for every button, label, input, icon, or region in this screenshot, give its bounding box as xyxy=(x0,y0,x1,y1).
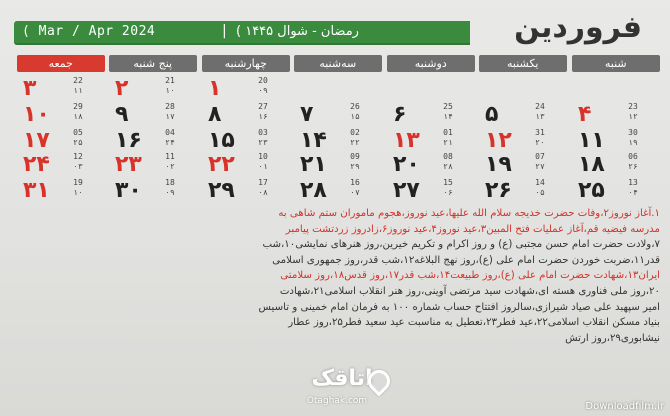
day-number: ۱۲ xyxy=(485,128,512,153)
hijri-day: ۰۷ xyxy=(350,188,360,197)
hijri-day: ۱۳ xyxy=(535,112,545,121)
secondary-dates xyxy=(159,178,181,198)
day-cell xyxy=(294,128,372,155)
day-number: ۲۸ xyxy=(300,178,327,203)
gregorian-day: 23 xyxy=(628,102,638,111)
secondary-dates xyxy=(529,102,551,122)
day-cell xyxy=(202,178,280,205)
event-line: نیشابوری۲۹،روز ارتش xyxy=(565,332,660,344)
event-line: مدرسه فیضیه قم،آغاز عملیات فتح المبین۳،عید نوروز۴،عید نوروز۶،زادروز زردتشت پیامبر xyxy=(285,223,660,235)
gregorian-day: 15 xyxy=(443,178,453,187)
range-separator: | xyxy=(222,23,227,39)
gregorian-day: 06 xyxy=(628,152,638,161)
day-cell xyxy=(17,178,95,205)
day-cell xyxy=(109,178,187,205)
gregorian-range: ( Mar / Apr 2024 xyxy=(22,24,156,39)
gregorian-day: 26 xyxy=(350,102,360,111)
gregorian-day: 13 xyxy=(628,178,638,187)
secondary-dates xyxy=(67,152,89,172)
gregorian-day: 03 xyxy=(258,128,268,137)
day-number: ۲۷ xyxy=(393,178,420,203)
gregorian-day: 09 xyxy=(350,152,360,161)
gregorian-day: 25 xyxy=(443,102,453,111)
day-number: ۲۵ xyxy=(578,178,605,203)
hijri-day: ۰۸ xyxy=(258,188,268,197)
gregorian-day: 24 xyxy=(535,102,545,111)
day-cell xyxy=(202,128,280,155)
event-line: ۲۰،روز ملی فناوری هسته ای،شهادت سید مرتضی آوینی،روز هنر انقلاب اسلامی۲۱،شهادت xyxy=(279,285,660,297)
event-line: بنیاد مسکن انقلاب اسلامی۲۲،عید فطر۲۳،تعطیل به مناسبت عید سعید فطر۲۵،روز عطار xyxy=(288,317,660,329)
day-cell xyxy=(294,152,372,179)
day-cell xyxy=(387,152,465,179)
hijri-day: ۱۹ xyxy=(628,138,638,147)
day-cell xyxy=(572,128,650,155)
day-cell xyxy=(17,102,95,129)
event-line: ۱.آغاز نوروز۲،وفات حضرت خدیجه سلام الله علیها،عید نوروز،هجوم ماموران ستم شاهی به xyxy=(278,208,660,219)
day-cell xyxy=(387,128,465,155)
hijri-day: ۱۶ xyxy=(258,112,268,121)
hijri-day: ۲۴ xyxy=(165,138,175,147)
hijri-day: ۰۹ xyxy=(258,86,268,95)
gregorian-day: 20 xyxy=(258,76,268,85)
hijri-day: ۰۵ xyxy=(535,188,545,197)
day-number: ۱۹ xyxy=(485,152,512,177)
day-cell xyxy=(387,102,465,129)
day-cell xyxy=(17,76,95,103)
day-cell xyxy=(387,178,465,205)
watermark-url: Otaghak.com xyxy=(306,396,368,406)
day-number: ۱۴ xyxy=(300,128,327,153)
day-number: ۱۰ xyxy=(23,102,50,127)
gregorian-day: 07 xyxy=(535,152,545,161)
secondary-dates xyxy=(67,128,89,148)
secondary-dates xyxy=(159,128,181,148)
hijri-day: ۱۰ xyxy=(73,188,83,197)
gregorian-day: 22 xyxy=(73,76,83,85)
day-cell xyxy=(294,178,372,205)
secondary-dates xyxy=(437,102,459,122)
hijri-day: ۰۲ xyxy=(165,162,175,171)
day-cell xyxy=(17,152,95,179)
day-number: ۲۲ xyxy=(208,152,235,177)
hijri-day: ۰۱ xyxy=(258,162,268,171)
secondary-dates xyxy=(344,128,366,148)
gregorian-day: 10 xyxy=(258,152,268,161)
event-line: قدر۱۱،ضربت خوردن حضرت امام علی (ع)،روز نهج البلاغه۱۲،شب قدر،روز جمهوری اسلامی xyxy=(272,254,660,266)
day-number: ۹ xyxy=(115,102,129,127)
day-number: ۲ xyxy=(115,76,129,101)
day-number: ۲۱ xyxy=(300,152,327,177)
hijri-day: ۱۷ xyxy=(165,112,175,121)
day-cell xyxy=(202,152,280,179)
secondary-dates xyxy=(622,152,644,172)
day-number: ۸ xyxy=(208,102,222,127)
hijri-day: ۲۵ xyxy=(73,138,83,147)
day-number: ۱۶ xyxy=(115,128,142,153)
secondary-dates xyxy=(437,178,459,198)
gregorian-day: 04 xyxy=(165,128,175,137)
gregorian-day: 29 xyxy=(73,102,83,111)
gregorian-day: 02 xyxy=(350,128,360,137)
watermark-logo: اتاقک xyxy=(311,366,373,391)
secondary-dates xyxy=(344,102,366,122)
day-cell xyxy=(572,152,650,179)
secondary-dates xyxy=(67,102,89,122)
month-title: فروردین xyxy=(514,10,642,45)
day-cell xyxy=(109,128,187,155)
secondary-dates xyxy=(252,76,274,96)
secondary-dates xyxy=(159,102,181,122)
day-cell xyxy=(202,76,280,103)
gregorian-day: 05 xyxy=(73,128,83,137)
day-number: ۷ xyxy=(300,102,314,127)
gregorian-day: 11 xyxy=(165,152,175,161)
date-range-bar xyxy=(14,21,470,45)
weekday-5: پنج شنبه xyxy=(109,55,197,72)
day-cell xyxy=(479,152,557,179)
weekday-2: دوشنبه xyxy=(387,55,475,72)
secondary-dates xyxy=(622,102,644,122)
hijri-day: ۲۳ xyxy=(258,138,268,147)
secondary-dates xyxy=(344,178,366,198)
hijri-day: ۲۶ xyxy=(628,162,638,171)
day-number: ۳ xyxy=(23,76,37,101)
day-cell xyxy=(109,76,187,103)
gregorian-day: 12 xyxy=(73,152,83,161)
day-number: ۱۳ xyxy=(393,128,420,153)
hijri-day: ۱۴ xyxy=(443,112,453,121)
gregorian-day: 16 xyxy=(350,178,360,187)
hijri-day: ۲۲ xyxy=(350,138,360,147)
secondary-dates xyxy=(252,128,274,148)
hijri-day: ۱۲ xyxy=(628,112,638,121)
gregorian-day: 17 xyxy=(258,178,268,187)
weekday-3: سه‌شنبه xyxy=(294,55,382,72)
day-cell xyxy=(479,128,557,155)
hijri-day: ۲۷ xyxy=(535,162,545,171)
day-cell xyxy=(572,102,650,129)
hijri-day: ۲۰ xyxy=(535,138,545,147)
secondary-dates xyxy=(344,152,366,172)
day-cell xyxy=(294,102,372,129)
day-cell xyxy=(479,178,557,205)
hijri-day: ۲۱ xyxy=(443,138,453,147)
hijri-day: ۰۶ xyxy=(443,188,453,197)
day-cell xyxy=(572,178,650,205)
weekday-1: یکشنبه xyxy=(479,55,567,72)
day-cell xyxy=(109,102,187,129)
day-number: ۱ xyxy=(208,76,222,101)
gregorian-day: 31 xyxy=(535,128,545,137)
day-cell xyxy=(479,102,557,129)
weekday-0: شنبه xyxy=(572,55,660,72)
gregorian-day: 27 xyxy=(258,102,268,111)
day-number: ۱۵ xyxy=(208,128,235,153)
gregorian-day: 18 xyxy=(165,178,175,187)
secondary-dates xyxy=(622,178,644,198)
hijri-day: ۱۵ xyxy=(350,112,360,121)
day-cell xyxy=(17,128,95,155)
day-number: ۳۱ xyxy=(23,178,50,203)
secondary-dates xyxy=(622,128,644,148)
day-number: ۲۳ xyxy=(115,152,142,177)
hijri-day: ۲۸ xyxy=(443,162,453,171)
day-number: ۲۰ xyxy=(393,152,420,177)
secondary-dates xyxy=(159,76,181,96)
day-number: ۳۰ xyxy=(115,178,142,203)
day-number: ۲۹ xyxy=(208,178,235,203)
hijri-range: رمضان - شوال ۱۴۴۵ ) xyxy=(236,24,359,39)
event-line: ایران۱۳،شهادت حضرت امام علی (ع)،روز طبیعت۱۴،شب قدر۱۷،روز قدس۱۸،روز سلامتی xyxy=(280,270,660,282)
gregorian-day: 21 xyxy=(165,76,175,85)
hijri-day: ۱۰ xyxy=(165,86,175,95)
event-line: امیر سپهبد علی صیاد شیرازی،سالروز افتتاح حساب شماره ۱۰۰ به فرمان امام خمینی و تاسیس xyxy=(258,301,660,313)
hijri-day: ۱۸ xyxy=(73,112,83,121)
day-number: ۶ xyxy=(393,102,407,127)
day-number: ۲۴ xyxy=(23,152,50,177)
hijri-day: ۰۴ xyxy=(628,188,638,197)
day-number: ۵ xyxy=(485,102,499,127)
hijri-day: ۰۹ xyxy=(165,188,175,197)
secondary-dates xyxy=(252,152,274,172)
day-cell xyxy=(109,152,187,179)
gregorian-day: 30 xyxy=(628,128,638,137)
weekday-6: جمعه xyxy=(17,55,105,72)
hijri-day: ۰۳ xyxy=(73,162,83,171)
day-number: ۴ xyxy=(578,102,592,127)
secondary-dates xyxy=(67,76,89,96)
gregorian-day: 19 xyxy=(73,178,83,187)
secondary-dates xyxy=(529,152,551,172)
events-list xyxy=(12,206,660,346)
secondary-dates xyxy=(159,152,181,172)
weekday-4: چهارشنبه xyxy=(202,55,290,72)
hijri-day: ۲۹ xyxy=(350,162,360,171)
day-cell xyxy=(202,102,280,129)
event-line: ۷،ولادت حضرت امام حسن مجتبی (ع) و روز اکرام و تکریم خیرین،روز هنرهای نمایشی۱۰،شب xyxy=(262,239,660,251)
gregorian-day: 08 xyxy=(443,152,453,161)
secondary-dates xyxy=(437,128,459,148)
secondary-dates xyxy=(437,152,459,172)
secondary-dates xyxy=(529,178,551,198)
day-number: ۱۸ xyxy=(578,152,605,177)
gregorian-day: 14 xyxy=(535,178,545,187)
secondary-dates xyxy=(252,102,274,122)
corner-watermark: Downloadfilm.ir xyxy=(585,401,664,412)
day-number: ۲۶ xyxy=(485,178,512,203)
secondary-dates xyxy=(252,178,274,198)
hijri-day: ۱۱ xyxy=(73,86,83,95)
gregorian-day: 28 xyxy=(165,102,175,111)
day-number: ۱۱ xyxy=(578,128,605,153)
secondary-dates xyxy=(67,178,89,198)
gregorian-day: 01 xyxy=(443,128,453,137)
secondary-dates xyxy=(529,128,551,148)
day-number: ۱۷ xyxy=(23,128,50,153)
